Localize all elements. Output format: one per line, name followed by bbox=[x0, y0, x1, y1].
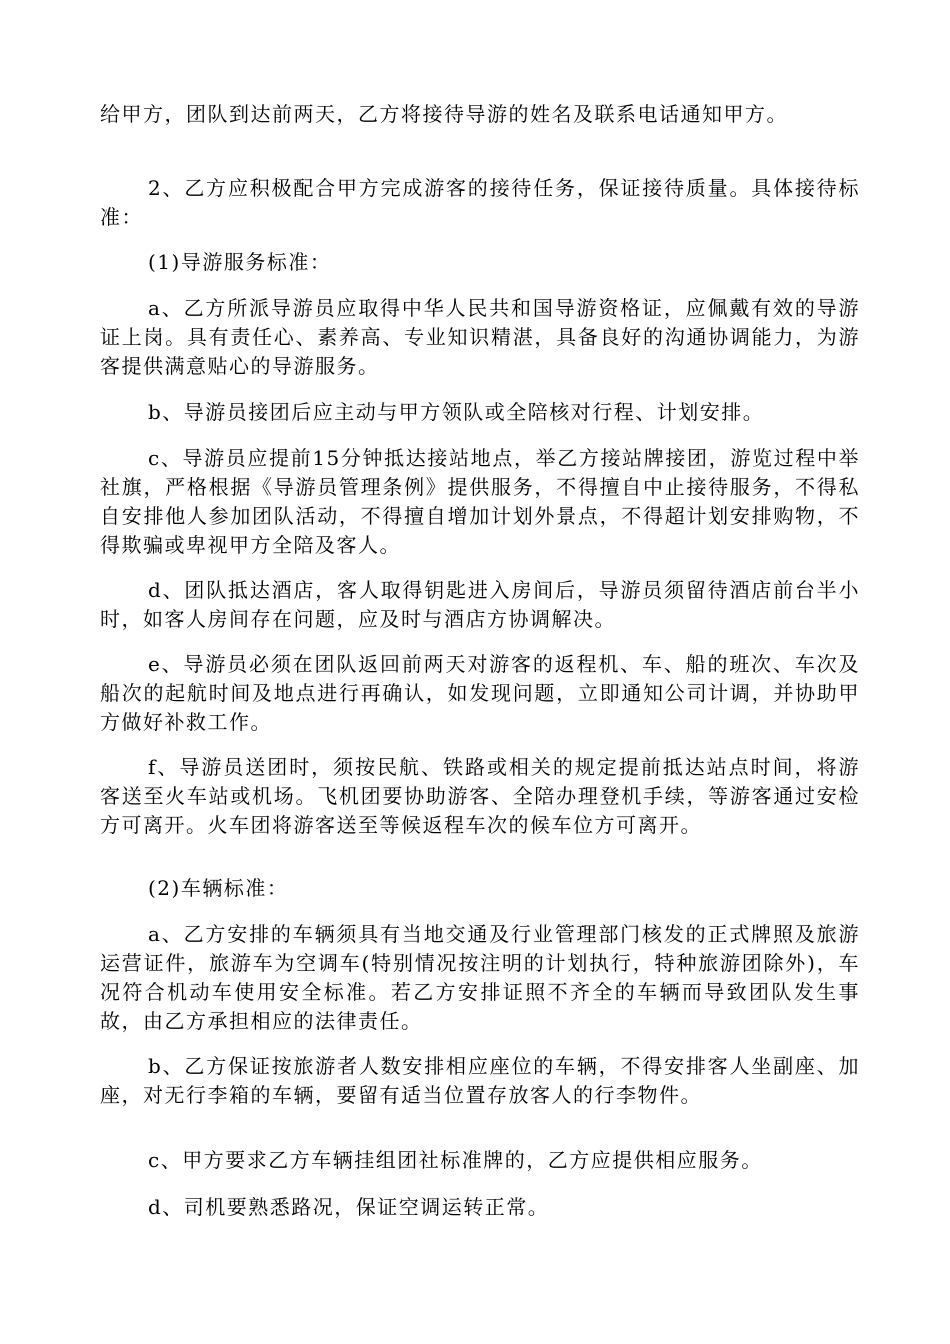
heading-guide-service-standard: (1)导游服务标准： bbox=[148, 250, 332, 274]
paragraph-guide-b: b、导游员接团后应主动与甲方领队或全陪核对行程、计划安排。 bbox=[148, 400, 765, 424]
paragraph-vehicle-c: c、甲方要求乙方车辆挂组团社标准牌的，乙方应提供相应服务。 bbox=[148, 1148, 763, 1172]
paragraph-continuation: 给甲方，团队到达前两天，乙方将接待导游的姓名及联系电话通知甲方。 bbox=[100, 102, 788, 126]
paragraph-guide-e: e、导游员必须在团队返回前两天对游客的返程机、车、船的班次、车次及船次的起航时间及地点进行再确认，如发现问题，立即通知公司计调，并协助甲方做好补救工作。 bbox=[100, 652, 860, 734]
paragraph-vehicle-a: a、乙方安排的车辆须具有当地交通及行业管理部门核发的正式牌照及旅游运营证件，旅游车为空调车(特别情况按注明的计划执行，特种旅游团除外)，车况符合机动车使用安全标准。若乙方安排证照不齐全的车辆而导致团队发生事故，由乙方承担相应的法律责任。 bbox=[100, 922, 860, 1033]
paragraph-guide-d: d、团队抵达酒店，客人取得钥匙进入房间后，导游员须留待酒店前台半小时，如客人房间存在问题，应及时与酒店方协调解决。 bbox=[100, 578, 860, 631]
paragraph-guide-f: f、导游员送团时，须按民航、铁路或相关的规定提前抵达站点时间，将游客送至火车站或机场。飞机团要协助游客、全陪办理登机手续，等游客通过安检方可离开。火车团将游客送至等候返程车次的候车位方可离开。 bbox=[100, 755, 860, 837]
paragraph-guide-c: c、导游员应提前15分钟抵达接站地点，举乙方接站牌接团，游览过程中举社旗，严格根据《导游员管理条例》提供服务，不得擅自中止接待服务，不得私自安排他人参加团队活动，不得擅自增加计划外景点，不得超计划安排购物，不得欺骗或卑视甲方全陪及客人。 bbox=[100, 446, 860, 557]
paragraph-guide-a: a、乙方所派导游员应取得中华人民共和国导游资格证，应佩戴有效的导游证上岗。具有责任心、素养高、专业知识精湛，具备良好的沟通协调能力，为游客提供满意贴心的导游服务。 bbox=[100, 296, 860, 378]
heading-vehicle-standard: (2)车辆标准： bbox=[148, 876, 289, 900]
paragraph-vehicle-b: b、乙方保证按旅游者人数安排相应座位的车辆，不得安排客人坐副座、加座，对无行李箱的车辆，要留有适当位置存放客人的行李物件。 bbox=[100, 1054, 860, 1107]
paragraph-vehicle-d: d、司机要熟悉路况，保证空调运转正常。 bbox=[148, 1195, 550, 1219]
paragraph-section-2: 2、乙方应积极配合甲方完成游客的接待任务，保证接待质量。具体接待标准： bbox=[100, 176, 860, 229]
